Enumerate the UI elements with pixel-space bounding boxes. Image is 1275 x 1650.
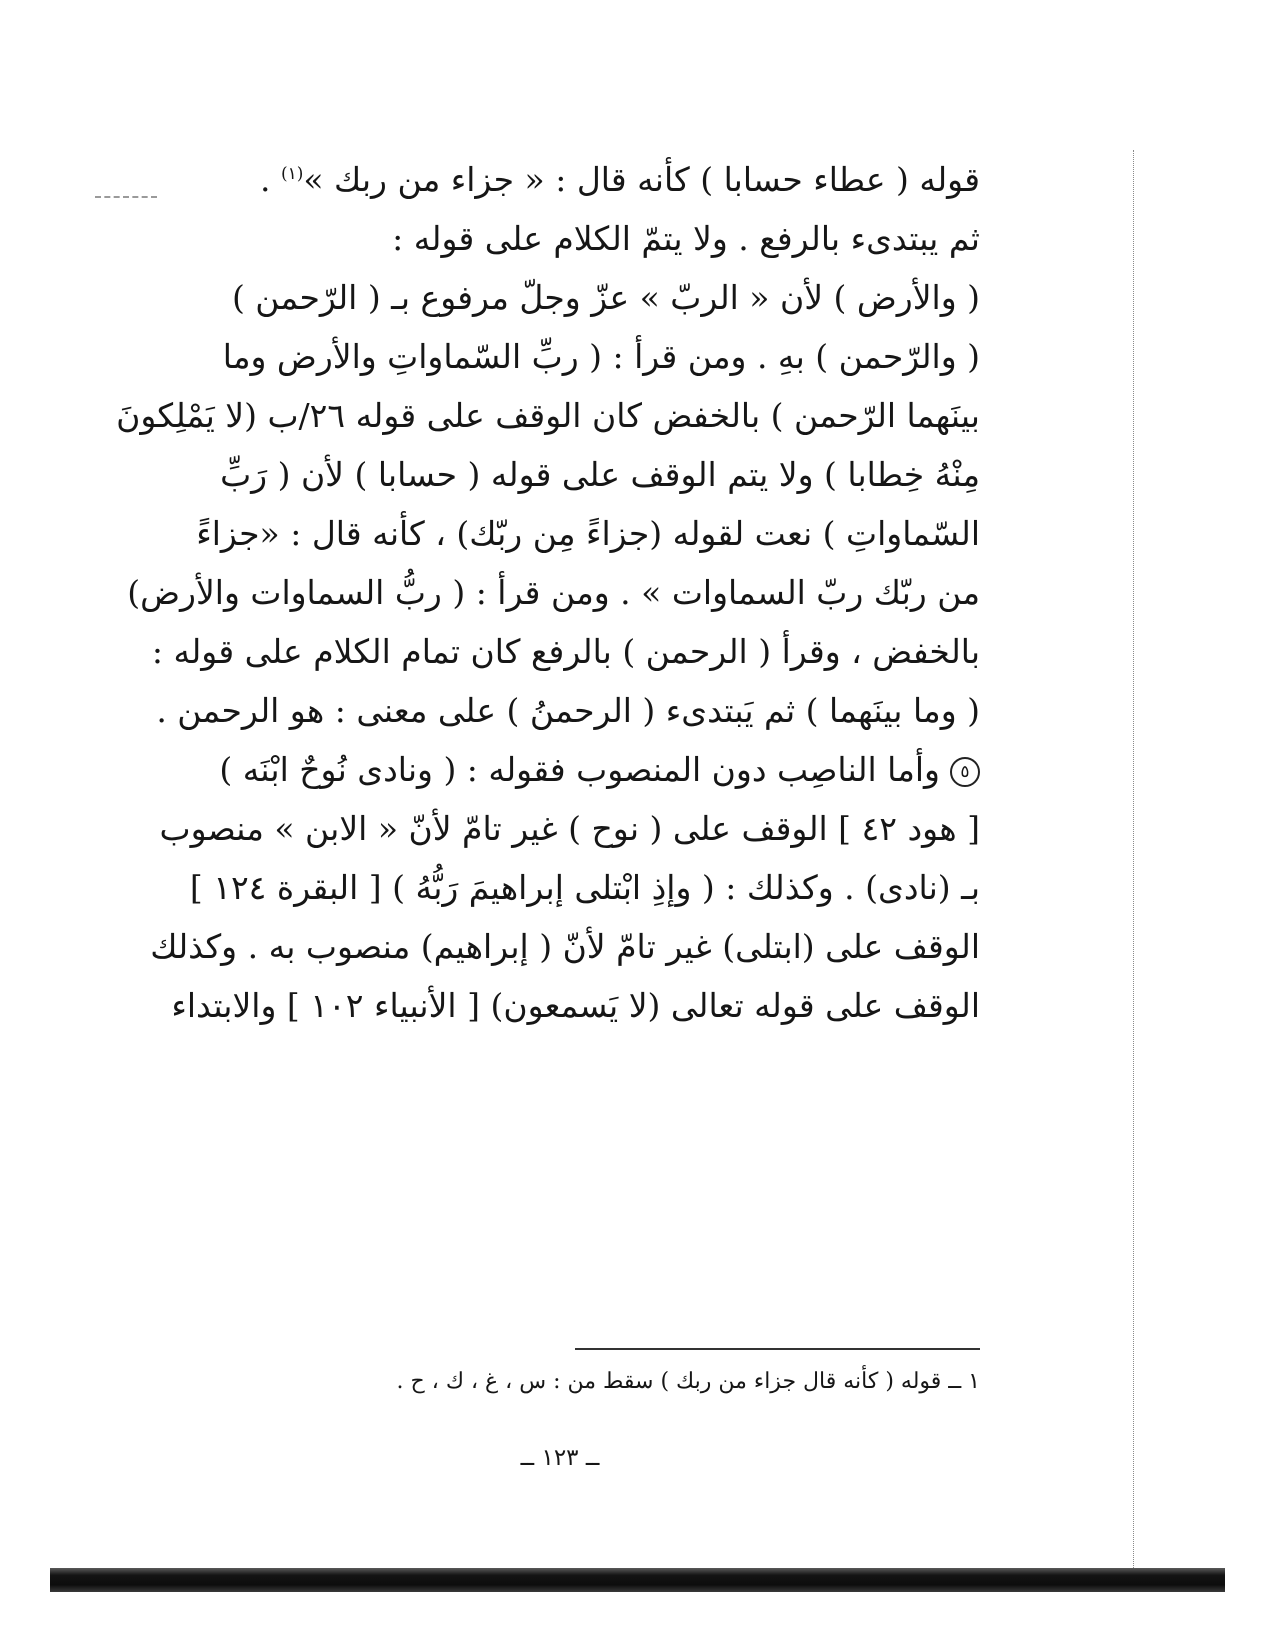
text-line-11-content: وأما الناصِب دون المنصوب فقوله : ( ونادى نُوحٌ ابْنَه ) bbox=[219, 750, 940, 789]
text-line-14: الوقف على (ابتلى) غير تامّ لأنّ ( إبراهيم) منصوب به . وكذلك bbox=[150, 927, 980, 966]
scan-bottom-border bbox=[50, 1568, 1225, 1592]
text-line-10: ( وما بينَهما ) ثم يَبتدىء ( الرحمنُ ) على معنى : هو الرحمن . bbox=[156, 691, 980, 730]
footnote-divider bbox=[575, 1348, 980, 1350]
text-line-2: ثم يبتدىء بالرفع . ولا يتمّ الكلام على قوله : bbox=[392, 219, 980, 258]
section-number-badge: ٥ bbox=[950, 757, 980, 787]
page-number: ــ ١٢٣ ــ bbox=[520, 1445, 600, 1471]
text-line-7: السّماواتِ ) نعت لقوله (جزاءً مِن ربّك) ، كأنه قال : «جزاءً bbox=[196, 514, 980, 553]
text-line-12: [ هود ٤٢ ] الوقف على ( نوح ) غير تامّ لأنّ « الابن » منصوب bbox=[159, 809, 980, 848]
text-line-5: بينَهما الرّحمن ) بالخفض كان الوقف على قوله ٢٦/ب (لا يَمْلِكونَ bbox=[116, 396, 980, 435]
text-line-1-content: قوله ( عطاء حسابا ) كأنه قال : « جزاء من ربك » bbox=[303, 160, 980, 199]
text-line-1-end: . bbox=[259, 160, 271, 199]
margin-scan-mark bbox=[95, 196, 157, 198]
footnote-text: ١ ــ قوله ( كأنه قال جزاء من ربك ) سقط من : س ، غ ، ك ، ح . bbox=[396, 1369, 980, 1394]
text-line-1 bbox=[170, 150, 980, 209]
text-line-3: ( والأرض ) لأن « الربّ » عزّ وجلّ مرفوع بـ ( الرّحمن ) bbox=[231, 278, 980, 317]
text-line-4: ( والرّحمن ) بهِ . ومن قرأ : ( ربِّ السّماواتِ والأرض وما bbox=[222, 337, 980, 376]
footnote-reference: (١) bbox=[280, 164, 304, 184]
text-line-8: من ربّك ربّ السماوات » . ومن قرأ : ( ربُّ السماوات والأرض) bbox=[127, 573, 980, 612]
main-text-body bbox=[116, 150, 980, 1035]
scan-edge-line bbox=[1133, 150, 1134, 1570]
text-line-6: مِنْهُ خِطابا ) ولا يتم الوقف على قوله ( حسابا ) لأن ( رَبِّ bbox=[220, 455, 980, 494]
text-line-9: بالخفض ، وقرأ ( الرحمن ) بالرفع كان تمام الكلام على قوله : bbox=[151, 632, 980, 671]
text-line-13: بـ (نادى) . وكذلك : ( وإذِ ابْتلى إبراهيمَ رَبُّهُ ) [ البقرة ١٢٤ ] bbox=[189, 868, 980, 907]
text-line-15: الوقف على قوله تعالى (لا يَسمعون) [ الأنبياء ١٠٢ ] والابتداء bbox=[171, 986, 980, 1025]
text-line-11 bbox=[170, 740, 980, 799]
